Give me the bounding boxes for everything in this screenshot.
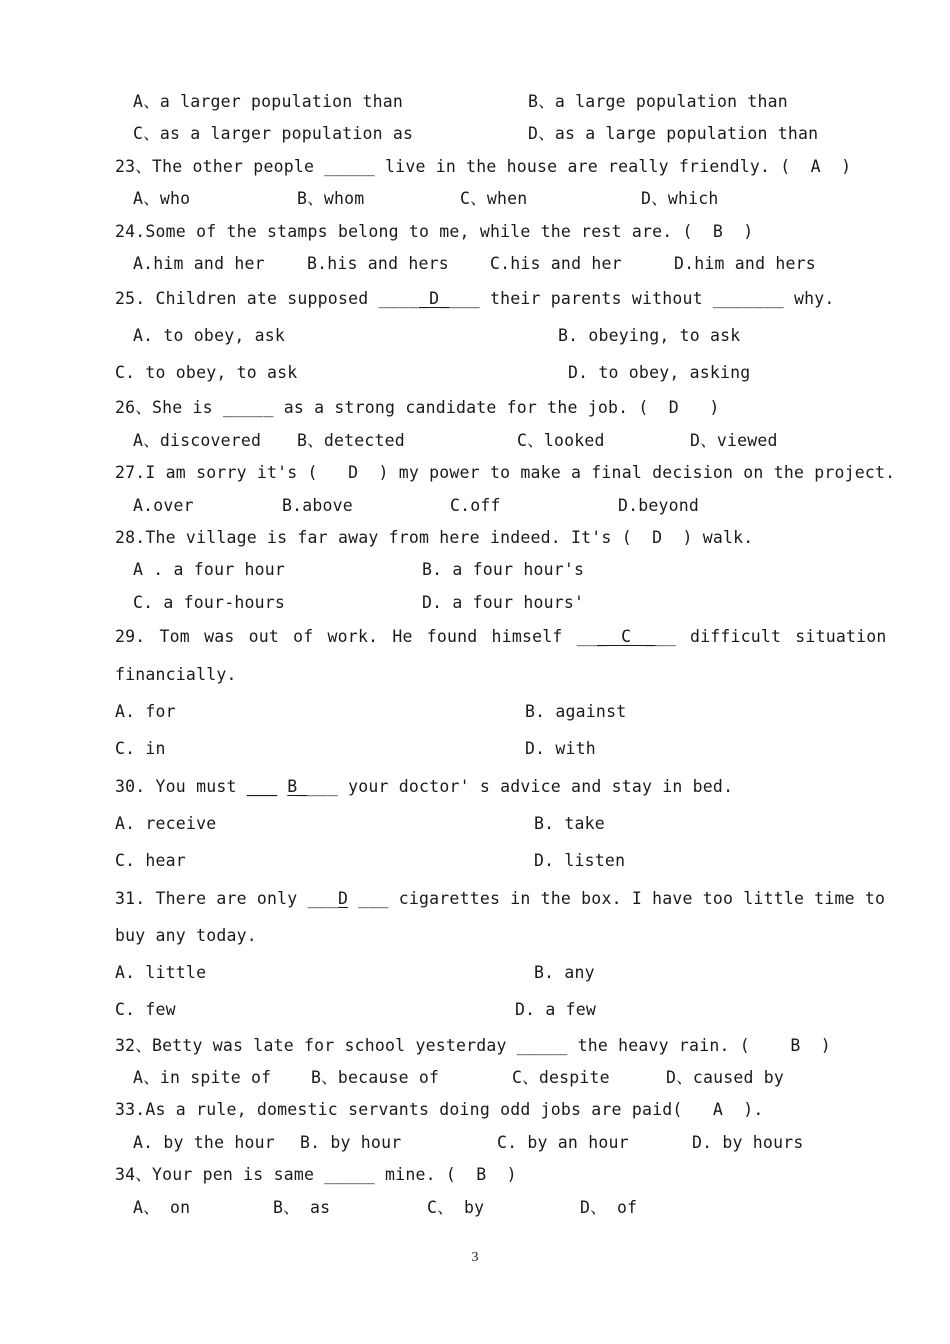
question-25-line [115, 289, 835, 309]
text-line: D、which [641, 189, 719, 208]
text-line: 33.As a rule, domestic servants doing odd jobs are paid( A ). [115, 1100, 764, 1119]
text-line: C、despite [512, 1068, 610, 1087]
text-line: A、in spite of [133, 1068, 272, 1087]
text-line: D、as a large population than [528, 124, 819, 143]
text-line: A、 on [133, 1198, 191, 1217]
text-line: B. by hour [300, 1133, 402, 1152]
text-line: B、a large population than [528, 92, 788, 111]
text-line: A、discovered [133, 431, 262, 450]
text-line: A.him and her [133, 254, 265, 273]
q30-space [277, 777, 287, 796]
text-line: financially. [115, 665, 237, 684]
q30-text-end: ___ your doctor' s advice and stay in bed. [307, 777, 734, 796]
text-line: C、when [460, 189, 528, 208]
text-line: A、a larger population than [133, 92, 404, 111]
text-line: 26、She is _____ as a strong candidate for the job. ( D ) [115, 398, 720, 417]
text-line: B.his and hers [307, 254, 449, 273]
text-line: A. to obey, ask [133, 326, 286, 345]
q31-answer: D [337, 889, 349, 908]
text-line: D. with [525, 739, 596, 758]
text-line: D. by hours [692, 1133, 804, 1152]
text-line: 28.The village is far away from here indeed. It's ( D ) walk. [115, 528, 754, 547]
q25-text-end: ___ their parents without _______ why. [449, 289, 835, 308]
question-29-line [115, 627, 887, 647]
text-line: B. against [525, 702, 627, 721]
text-line: buy any today. [115, 926, 257, 945]
text-line: C. a four-hours [133, 593, 286, 612]
q30-answer: B_ [287, 777, 308, 796]
page-number: 3 [471, 1250, 479, 1265]
text-line: C.off [450, 496, 501, 515]
text-line: D、viewed [690, 431, 778, 450]
q29-text-end: __ difficult situation [655, 627, 887, 646]
text-line: C.his and her [490, 254, 622, 273]
text-line: C. to obey, to ask [115, 363, 298, 382]
q29-answer: _ C _ [596, 627, 656, 646]
q30-text: 30. You must [115, 777, 247, 796]
text-line: C、 by [427, 1198, 485, 1217]
text-line: A. by the hour [133, 1133, 275, 1152]
text-line: B、detected [297, 431, 405, 450]
text-line: B、whom [297, 189, 365, 208]
text-line: A. receive [115, 814, 217, 833]
q31-text-end: ___ cigarettes in the box. I have too little time to [348, 889, 886, 908]
text-line: D、caused by [666, 1068, 785, 1087]
text-line: A. for [115, 702, 176, 721]
text-line: D. a few [515, 1000, 597, 1019]
text-line: 24.Some of the stamps belong to me, while the rest are. ( B ) [115, 222, 754, 241]
text-line: D. a four hours' [422, 593, 585, 612]
text-line: A、who [133, 189, 191, 208]
text-line: D.beyond [618, 496, 700, 515]
text-line: C、as a larger population as [133, 124, 414, 143]
q25-answer: _D_ [419, 289, 450, 308]
question-30-line [115, 777, 733, 797]
text-line: B. take [534, 814, 605, 833]
text-line: C. by an hour [497, 1133, 629, 1152]
question-31-line [115, 889, 885, 909]
text-line: 34、Your pen is same _____ mine. ( B ) [115, 1165, 517, 1184]
q31-text: 31. There are only ___ [115, 889, 338, 908]
q25-text: 25. Children ate supposed ____ [115, 289, 420, 308]
text-line: 23、The other people _____ live in the house are really friendly. ( A ) [115, 157, 852, 176]
text-line: A . a four hour [133, 560, 286, 579]
text-line: C. few [115, 1000, 176, 1019]
q29-text: 29. Tom was out of work. He found himself __ [115, 627, 597, 646]
text-line: B. obeying, to ask [558, 326, 741, 345]
q30-blank: ___ [246, 777, 278, 796]
text-line: B. any [534, 963, 595, 982]
text-line: D. listen [534, 851, 626, 870]
text-line: D、 of [580, 1198, 638, 1217]
text-line: B、 as [273, 1198, 331, 1217]
text-line: B、because of [311, 1068, 440, 1087]
text-line: C. in [115, 739, 166, 758]
text-line: A.over [133, 496, 194, 515]
text-line: A. little [115, 963, 207, 982]
text-line: B.above [282, 496, 353, 515]
text-line: D. to obey, asking [568, 363, 751, 382]
text-line: C、looked [517, 431, 605, 450]
text-line: 32、Betty was late for school yesterday _____ the heavy rain. ( B ) [115, 1036, 831, 1055]
text-line: C. hear [115, 851, 186, 870]
text-line: D.him and hers [674, 254, 816, 273]
text-line: B. a four hour's [422, 560, 585, 579]
text-line: 27.I am sorry it's ( D ) my power to make a final decision on the project. [115, 463, 896, 482]
